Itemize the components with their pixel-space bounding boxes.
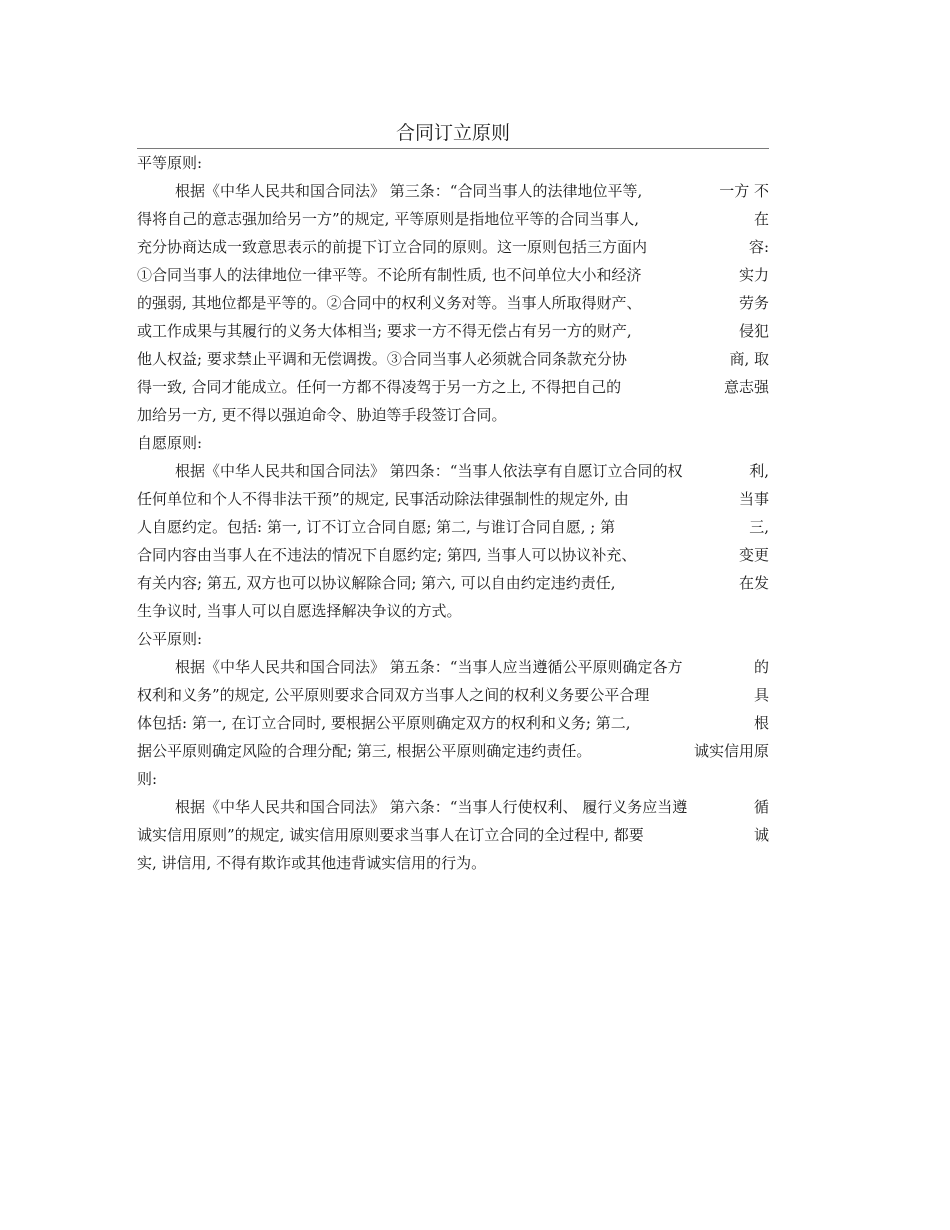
text-line xyxy=(137,849,769,877)
line-text-end: 循 xyxy=(753,798,769,816)
line-text-end: 容: xyxy=(748,238,769,256)
text-line xyxy=(137,457,769,485)
section-heading: 自愿原则: xyxy=(137,434,203,452)
line-text-main: 根据《中华人民共和国合同法》 第五条：“当事人应当遵循公平原则确定各方 xyxy=(175,658,683,676)
line-text-main: 据公平原则确定风险的合理分配; 第三, 根据公平原则确定违约责任。 xyxy=(137,742,592,760)
line-text-main: 的强弱, 其地位都是平等的。②合同中的权利义务对等。当事人所取得财产、 xyxy=(137,294,642,312)
line-text-end: 当事 xyxy=(738,490,769,508)
text-line xyxy=(137,177,769,205)
section-paragraph xyxy=(137,653,769,793)
text-line xyxy=(137,317,769,345)
section-paragraph xyxy=(137,457,769,625)
line-text-main: 任何单位和个人不得非法干预”的规定, 民事活动除法律强制性的规定外, 由 xyxy=(137,490,629,508)
line-text-end: 诚 xyxy=(753,826,769,844)
page-title: 合同订立原则 xyxy=(137,118,769,149)
line-text-main: 充分协商达成一致意思表示的前提下订立合同的原则。这一原则包括三方面内 xyxy=(137,238,648,256)
line-text-main: 得将自己的意志强加给另一方”的规定, 平等原则是指地位平等的合同当事人, xyxy=(137,210,639,228)
line-text-end: 三, xyxy=(749,518,769,536)
text-line xyxy=(137,765,769,793)
line-text-main: ①合同当事人的法律地位一律平等。不论所有制性质, 也不问单位大小和经济 xyxy=(137,266,642,284)
text-line xyxy=(137,821,769,849)
line-text-main: 实, 讲信用, 不得有欺诈或其他违背诚实信用的行为。 xyxy=(137,854,487,872)
line-text-main: 合同内容由当事人在不违法的情况下自愿约定; 第四, 当事人可以协议补充、 xyxy=(137,546,637,564)
document-body xyxy=(137,149,769,877)
text-line xyxy=(137,681,769,709)
line-text-main: 加给另一方, 更不得以强迫命令、胁迫等手段签订合同。 xyxy=(137,406,507,424)
text-line xyxy=(137,401,769,429)
line-text-main: 得一致, 合同才能成立。任何一方都不得凌驾于另一方之上, 不得把自己的 xyxy=(137,378,622,396)
text-line xyxy=(137,569,769,597)
line-text-end: 劳务 xyxy=(738,294,769,312)
line-text-main: 生争议时, 当事人可以自愿选择解决争议的方式。 xyxy=(137,602,462,620)
text-line xyxy=(137,261,769,289)
line-text-end: 在 xyxy=(753,210,769,228)
line-text-end: 商, 取 xyxy=(729,350,769,368)
text-line xyxy=(137,513,769,541)
text-line xyxy=(137,653,769,681)
document-page xyxy=(137,118,769,877)
line-text-end: 在发 xyxy=(738,574,769,592)
section-paragraph xyxy=(137,177,769,429)
text-line xyxy=(137,793,769,821)
line-text-main: 诚实信用原则”的规定, 诚实信用原则要求当事人在订立合同的全过程中, 都要 xyxy=(137,826,644,844)
text-line xyxy=(137,205,769,233)
text-line xyxy=(137,373,769,401)
line-text-end: 变更 xyxy=(738,546,769,564)
line-text-end: 一方 不 xyxy=(719,182,769,200)
line-text-end: 的 xyxy=(753,658,769,676)
text-line xyxy=(137,541,769,569)
text-line xyxy=(137,597,769,625)
line-text-main: 权利和义务”的规定, 公平原则要求合同双方当事人之间的权利义务要公平合理 xyxy=(137,686,650,704)
line-text-end: 侵犯 xyxy=(738,322,769,340)
text-line xyxy=(137,485,769,513)
line-text-main: 根据《中华人民共和国合同法》 第三条：“合同当事人的法律地位平等, xyxy=(175,182,643,200)
line-text-end: 利, xyxy=(749,462,769,480)
line-text-main: 根据《中华人民共和国合同法》 第四条：“当事人依法享有自愿订立合同的权 xyxy=(175,462,683,480)
line-text-main: 体包括: 第一, 在订立合同时, 要根据公平原则确定双方的权利和义务; 第二, xyxy=(137,714,631,732)
text-line xyxy=(137,345,769,373)
line-text-end: 诚实信用原 xyxy=(693,742,769,760)
section-heading: 平等原则: xyxy=(137,154,203,172)
line-text-main: 则: xyxy=(137,770,158,788)
line-text-main: 根据《中华人民共和国合同法》 第六条：“当事人行使权利、 履行义务应当遵 xyxy=(175,798,688,816)
section-paragraph xyxy=(137,793,769,877)
line-text-end: 意志强 xyxy=(723,378,769,396)
line-text-end: 具 xyxy=(753,686,769,704)
text-line xyxy=(137,233,769,261)
line-text-main: 或工作成果与其履行的义务大体相当; 要求一方不得无偿占有另一方的财产, xyxy=(137,322,632,340)
line-text-main: 有关内容; 第五, 双方也可以协议解除合同; 第六, 可以自由约定违约责任, xyxy=(137,574,616,592)
text-line xyxy=(137,709,769,737)
line-text-end: 根 xyxy=(753,714,769,732)
line-text-main: 人自愿约定。包括: 第一, 订不订立合同自愿; 第二, 与谁订合同自愿, ; 第 xyxy=(137,518,616,536)
text-line xyxy=(137,289,769,317)
line-text-main: 他人权益; 要求禁止平调和无偿调拨。③合同当事人必须就合同条款充分协 xyxy=(137,350,627,368)
section-heading: 公平原则: xyxy=(137,630,203,648)
line-text-end: 实力 xyxy=(738,266,769,284)
text-line xyxy=(137,737,769,765)
